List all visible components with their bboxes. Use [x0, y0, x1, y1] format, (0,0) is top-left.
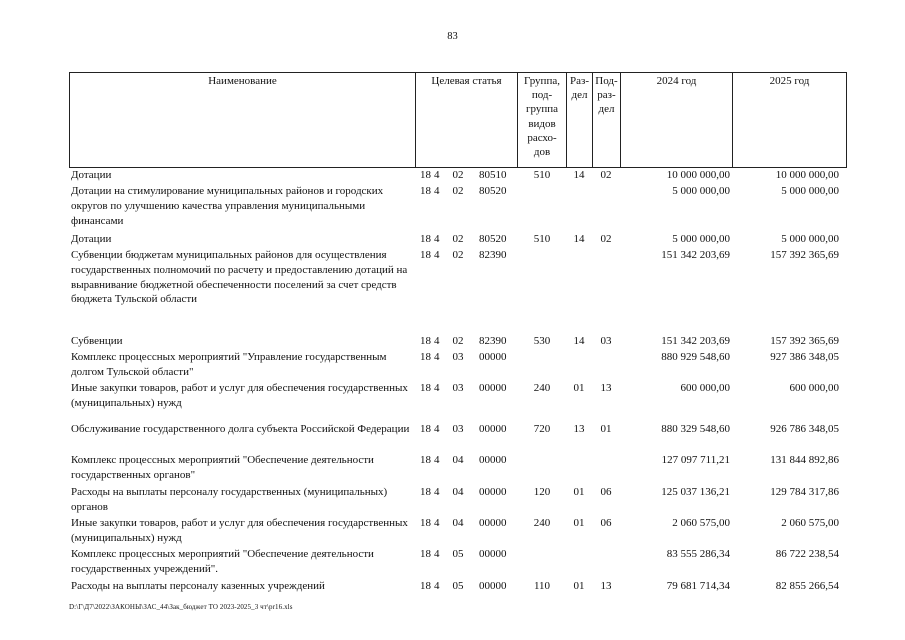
row-cs1: 18	[420, 454, 431, 466]
row-subsection: 06	[600, 517, 612, 529]
row-amount-2025: 600 000,00	[789, 382, 839, 394]
row-name: Субвенции бюджетам муниципальных районов для осуществления государственных полномочий по расчету и предоставлению дотаций на выравнивание бюджетной обеспеченности поселений за счет средств бюджета Тульской области	[71, 249, 408, 306]
row-cs1: 18	[420, 382, 431, 394]
row-cs3: 04	[452, 454, 464, 466]
row-amount-2024: 880 929 548,60	[661, 351, 730, 363]
row-amount-2025: 2 060 575,00	[781, 517, 839, 529]
file-path-footer: D:\Г\Д7\2022\ЗАКОНЫ\ЗАС_44\Зак_бюджет ТО 2023-2025_3 чт\pr16.xls	[69, 603, 293, 611]
row-cs3: 03	[452, 382, 464, 394]
row-cs4: 00000	[479, 548, 507, 560]
row-cs2: 4	[434, 185, 440, 197]
row-cs1: 18	[420, 233, 431, 245]
row-cs1: 18	[420, 580, 431, 592]
row-group: 240	[533, 382, 551, 394]
row-cs1: 18	[420, 335, 431, 347]
row-section: 01	[573, 382, 585, 394]
row-cs3: 02	[452, 169, 464, 181]
row-amount-2024: 125 037 136,21	[661, 486, 730, 498]
row-cs1: 18	[420, 548, 431, 560]
row-cs4: 80520	[479, 233, 507, 245]
row-cs2: 4	[434, 580, 440, 592]
row-name: Комплекс процессных мероприятий "Управление государственным долгом Тульской области"	[71, 351, 387, 378]
row-name: Обслуживание государственного долга субъекта Российской Федерации	[71, 423, 410, 435]
row-subsection: 06	[600, 486, 612, 498]
row-cs2: 4	[434, 454, 440, 466]
row-cs2: 4	[434, 548, 440, 560]
header-name: Наименование	[70, 73, 416, 167]
row-group: 240	[533, 517, 551, 529]
row-cs2: 4	[434, 249, 440, 261]
row-cs2: 4	[434, 335, 440, 347]
header-year-2024: 2024 год	[621, 73, 733, 167]
row-cs2: 4	[434, 423, 440, 435]
row-cs2: 4	[434, 486, 440, 498]
row-amount-2024: 10 000 000,00	[666, 169, 730, 181]
row-name: Комплекс процессных мероприятий "Обеспечение деятельности государственных органов"	[71, 454, 374, 481]
row-cs1: 18	[420, 423, 431, 435]
row-amount-2025: 157 392 365,69	[770, 335, 839, 347]
row-subsection: 01	[600, 423, 612, 435]
row-amount-2024: 79 681 714,34	[666, 580, 730, 592]
row-amount-2024: 127 097 711,21	[661, 454, 730, 466]
row-subsection: 13	[600, 580, 612, 592]
row-name: Дотации	[71, 233, 112, 245]
row-group: 720	[533, 423, 551, 435]
row-section: 14	[573, 335, 585, 347]
header-target-article: Целевая статья	[416, 73, 518, 167]
row-name: Дотации на стимулирование муниципальных районов и городских округов по улучшению качества управления муниципальными финансами	[71, 185, 384, 227]
row-cs3: 02	[452, 249, 464, 261]
row-subsection: 13	[600, 382, 612, 394]
row-cs3: 04	[452, 486, 464, 498]
row-group: 510	[533, 169, 551, 181]
row-cs1: 18	[420, 249, 431, 261]
row-cs3: 02	[452, 185, 464, 197]
row-amount-2024: 83 555 286,34	[666, 548, 730, 560]
row-name: Расходы на выплаты персоналу казенных учреждений	[71, 580, 325, 592]
row-section: 13	[573, 423, 585, 435]
row-amount-2025: 129 784 317,86	[770, 486, 839, 498]
row-cs2: 4	[434, 382, 440, 394]
row-cs2: 4	[434, 169, 440, 181]
row-cs4: 00000	[479, 486, 507, 498]
row-cs4: 82390	[479, 335, 507, 347]
row-group: 110	[533, 580, 551, 592]
page-number: 83	[447, 31, 458, 42]
header-year-2025: 2025 год	[769, 75, 810, 87]
row-amount-2025: 10 000 000,00	[775, 169, 839, 181]
row-cs3: 05	[452, 548, 464, 560]
row-cs2: 4	[434, 351, 440, 363]
row-amount-2025: 5 000 000,00	[781, 185, 839, 197]
row-cs4: 00000	[479, 351, 507, 363]
row-amount-2025: 82 855 266,54	[775, 580, 839, 592]
row-cs1: 18	[420, 185, 431, 197]
row-section: 01	[573, 517, 585, 529]
row-group: 510	[533, 233, 551, 245]
row-cs4: 00000	[479, 517, 507, 529]
row-amount-2025: 5 000 000,00	[781, 233, 839, 245]
row-cs3: 04	[452, 517, 464, 529]
row-name: Комплекс процессных мероприятий "Обеспечение деятельности государственных учреждений".	[71, 548, 374, 575]
row-section: 14	[573, 169, 585, 181]
row-name: Субвенции	[71, 335, 123, 347]
row-cs4: 82390	[479, 249, 507, 261]
row-amount-2025: 927 386 348,05	[770, 351, 839, 363]
row-cs1: 18	[420, 486, 431, 498]
row-cs1: 18	[420, 517, 431, 529]
row-cs3: 02	[452, 233, 464, 245]
row-amount-2024: 880 329 548,60	[661, 423, 730, 435]
table-header	[69, 72, 847, 168]
row-cs4: 00000	[479, 382, 507, 394]
row-cs2: 4	[434, 233, 440, 245]
row-subsection: 03	[600, 335, 612, 347]
row-cs3: 02	[452, 335, 464, 347]
header-section: Раз- дел	[567, 73, 593, 167]
row-name: Дотации	[71, 169, 112, 181]
row-cs3: 03	[452, 351, 464, 363]
row-name: Расходы на выплаты персоналу государственных (муниципальных) органов	[71, 486, 388, 513]
row-name: Иные закупки товаров, работ и услуг для обеспечения государственных (муниципальных) нужд	[71, 382, 408, 409]
row-cs1: 18	[420, 169, 431, 181]
row-section: 01	[573, 486, 585, 498]
header-group: Группа, под- группа видов расхо- дов	[518, 73, 567, 167]
row-section: 14	[573, 233, 585, 245]
row-group: 120	[533, 486, 551, 498]
row-amount-2025: 157 392 365,69	[770, 249, 839, 261]
row-cs4: 00000	[479, 580, 507, 592]
row-amount-2024: 5 000 000,00	[672, 185, 730, 197]
row-cs3: 03	[452, 423, 464, 435]
row-section: 01	[573, 580, 585, 592]
row-amount-2025: 926 786 348,05	[770, 423, 839, 435]
row-amount-2025: 131 844 892,86	[770, 454, 839, 466]
row-cs3: 05	[452, 580, 464, 592]
row-group: 530	[533, 335, 551, 347]
row-cs4: 80520	[479, 185, 507, 197]
row-amount-2024: 5 000 000,00	[672, 233, 730, 245]
header-subsection: Под- раз- дел	[593, 73, 621, 167]
row-amount-2024: 151 342 203,69	[661, 249, 730, 261]
row-cs1: 18	[420, 351, 431, 363]
row-cs4: 80510	[479, 169, 507, 181]
row-cs4: 00000	[479, 423, 507, 435]
row-amount-2024: 2 060 575,00	[672, 517, 730, 529]
row-amount-2024: 600 000,00	[680, 382, 730, 394]
row-amount-2024: 151 342 203,69	[661, 335, 730, 347]
row-name: Иные закупки товаров, работ и услуг для обеспечения государственных (муниципальных) нужд	[71, 517, 408, 544]
row-amount-2025: 86 722 238,54	[775, 548, 839, 560]
row-subsection: 02	[600, 169, 612, 181]
row-subsection: 02	[600, 233, 612, 245]
row-cs2: 4	[434, 517, 440, 529]
row-cs4: 00000	[479, 454, 507, 466]
